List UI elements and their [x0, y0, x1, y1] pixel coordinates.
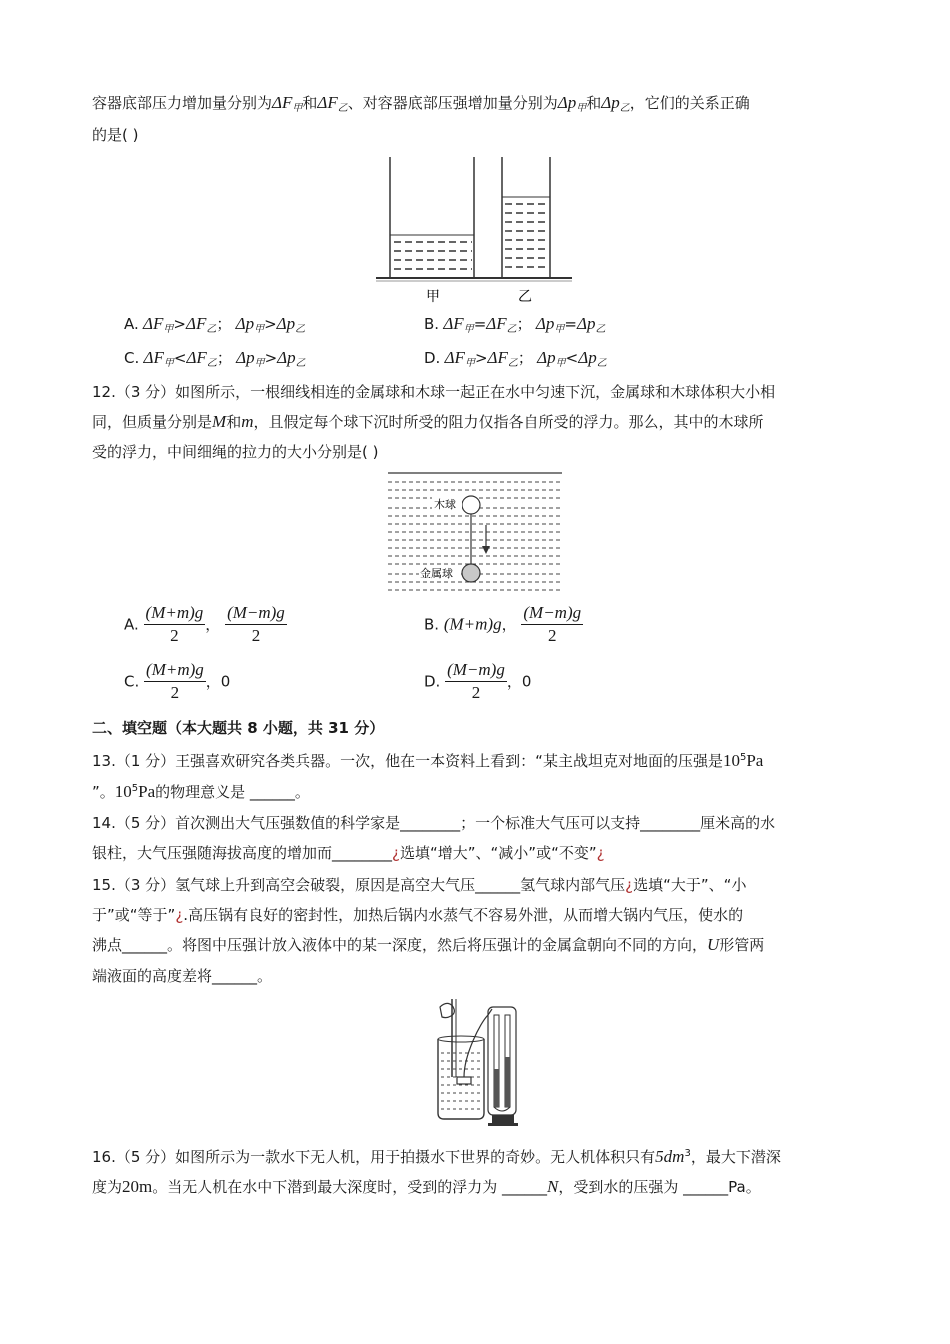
q15-stem-line1: 15.（3 分）氢气球上升到高空会破裂，原因是高空大气压______氢气球内部气压¿选填“大于”、“小	[92, 876, 747, 894]
q16-stem-line2: 度为20m。当无人机在水中下潜到最大深度时，受到的浮力为 ______N，受到水的压强为 ______Pa。	[92, 1177, 761, 1196]
q14-stem-line2: 银柱，大气压强随海拔高度的增加而________¿选填“增大”、“减小”或“不变”¿	[92, 844, 605, 862]
q12-option-a[interactable]: A. $\frac{(M+m)g}{2}$ ， $\frac{(M-m)g}{2}$	[124, 603, 285, 645]
q11-option-c[interactable]: C. $\Delta F_甲<\Delta F_乙$； $\Delta p_甲>\Delta p_乙$	[124, 348, 306, 369]
q11-stem-line1: 容器底部压力增加量分别为$\Delta F_甲$和$\Delta F_乙$、对容器底部压强增加量分别为$\Delta p_甲$和$\Delta p_乙$，它们的关系正确	[92, 93, 750, 114]
wood-ball	[462, 496, 480, 514]
q11-stem-line2: 的是( )	[92, 126, 139, 144]
q11-containers-figure	[374, 155, 574, 307]
q13-stem-line1: 13.（1 分）王强喜欢研究各类兵器。一次，他在一本资料上看到：“某主战坦克对地面的压强是$10^5Pa$	[92, 751, 764, 770]
q15-stem-line2: 于”或“等于”¿.高压锅有良好的密封性，加热后锅内水蒸气不容易外泄，从而增大锅内气压，使水的	[92, 906, 744, 924]
q12-balls-figure	[386, 470, 566, 595]
figure-label-yi: 乙	[518, 289, 532, 305]
q14-stem-line1: 14.（5 分）首次测出大气压强数值的科学家是________；一个标准大气压可以支持________厘米高的水	[92, 814, 776, 832]
q12-option-c[interactable]: C. $\frac{(M+m)g}{2}$ ，0	[124, 660, 231, 702]
q12-option-d[interactable]: D. $\frac{(M-m)g}{2}$ ，0	[424, 660, 532, 702]
q12-stem-line2: 同，但质量分别是M和m，且假定每个球下沉时所受的阻力仅指各自所受的浮力。那么，其中的木球所	[92, 412, 764, 431]
q11-option-a[interactable]: A. $\Delta F_甲>\Delta F_乙$； $\Delta p_甲>\Delta p_乙$	[124, 314, 306, 335]
q12-option-b[interactable]: B. (M+m)g， $\frac{(M-m)g}{2}$	[424, 603, 582, 645]
q12-stem-line1: 12.（3 分）如图所示，一根细线相连的金属球和木球一起正在水中匀速下沉，金属球和木球体积大小相	[92, 383, 776, 401]
q16-stem-line1: 16.（5 分）如图所示为一款水下无人机，用于拍摄水下世界的奇妙。无人机体积只有$5dm^3$，最大下潜深	[92, 1147, 781, 1166]
q15-pressure-gauge-figure	[430, 995, 525, 1127]
q15-stem-line4: 端液面的高度差将______。	[92, 967, 273, 985]
section-heading: 二、填空题（本大题共 8 小题，共 31 分）	[92, 719, 385, 737]
probe-box	[457, 1077, 471, 1084]
q12-stem-line3: 受的浮力，中间细绳的拉力的大小分别是( )	[92, 443, 379, 461]
figure-label-jia: 甲	[426, 289, 440, 305]
figure-label-metal: 金属球	[420, 567, 453, 580]
figure-label-wood: 木球	[434, 498, 456, 511]
metal-ball	[462, 564, 480, 582]
q15-stem-line3: 沸点______。将图中压强计放入液体中的某一深度，然后将压强计的金属盒朝向不同的方向，U形管两	[92, 935, 765, 954]
q13-stem-line2: ”。$10^5Pa$的物理意义是 ______。	[92, 782, 310, 801]
q11-option-b[interactable]: B. $\Delta F_甲=\Delta F_乙$； $\Delta p_甲=\Delta p_乙$	[424, 314, 606, 335]
q11-option-d[interactable]: D. $\Delta F_甲>\Delta F_乙$； $\Delta p_甲<\Delta p_乙$	[424, 348, 607, 369]
